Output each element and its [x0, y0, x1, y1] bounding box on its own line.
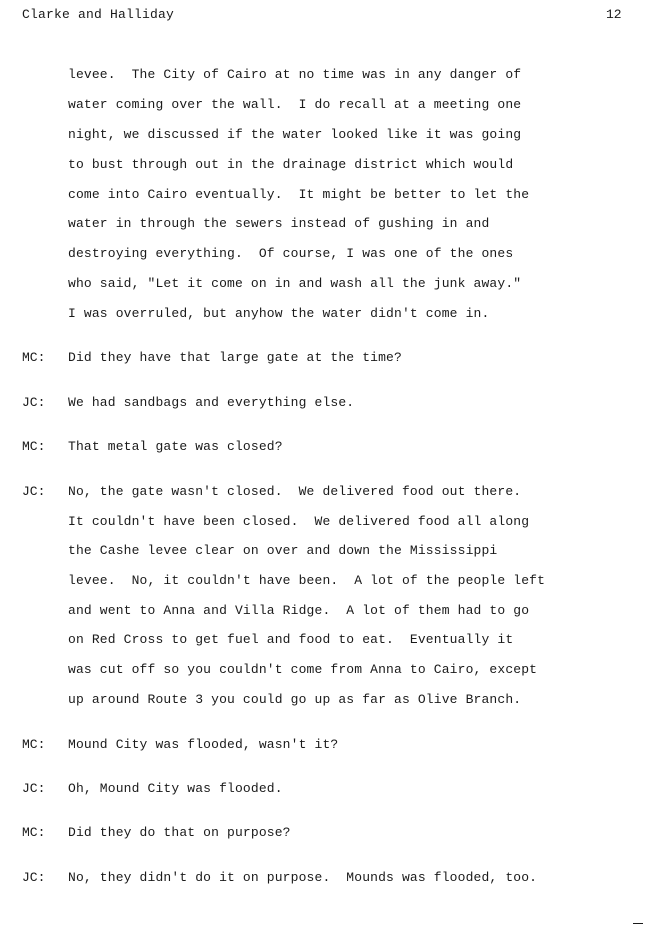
utterance-line: Did they do that on purpose?	[68, 825, 291, 840]
utterance-line: Mound City was flooded, wasn't it?	[68, 737, 339, 752]
paragraph-line: water coming over the wall. I do recall at a meeting one	[68, 97, 522, 112]
utterance-line: Did they have that large gate at the time?	[68, 350, 402, 365]
utterance-line: levee. No, it couldn't have been. A lot of the people left	[68, 573, 546, 588]
utterance-line: and went to Anna and Villa Ridge. A lot of them had to go	[68, 603, 530, 618]
utterance-line: up around Route 3 you could go up as far as Olive Branch.	[68, 692, 522, 707]
speaker-label: JC:	[22, 781, 46, 796]
paragraph-line: to bust through out in the drainage district which would	[68, 157, 514, 172]
paragraph-line: destroying everything. Of course, I was one of the ones	[68, 246, 514, 261]
paragraph-line: I was overruled, but anyhow the water didn't come in.	[68, 306, 490, 321]
utterance-line: No, the gate wasn't closed. We delivered food out there.	[68, 484, 522, 499]
paragraph-line: come into Cairo eventually. It might be better to let the	[68, 187, 530, 202]
utterance-line: We had sandbags and everything else.	[68, 395, 355, 410]
utterance-line: on Red Cross to get fuel and food to eat. Eventually it	[68, 632, 514, 647]
utterance-line: Oh, Mound City was flooded.	[68, 781, 283, 796]
paragraph-line: levee. The City of Cairo at no time was in any danger of	[68, 67, 522, 82]
speaker-label: JC:	[22, 484, 46, 499]
paragraph-line: water in through the sewers instead of gushing in and	[68, 216, 490, 231]
paragraph-line: who said, "Let it come on in and wash all the junk away."	[68, 276, 522, 291]
page-number: 12	[606, 7, 622, 22]
utterance-line: the Cashe levee clear on over and down the Mississippi	[68, 543, 498, 558]
paragraph-line: night, we discussed if the water looked like it was going	[68, 127, 522, 142]
speaker-label: MC:	[22, 350, 46, 365]
header-title: Clarke and Halliday	[22, 7, 175, 22]
page-edge-mark	[633, 923, 643, 924]
utterance-line: No, they didn't do it on purpose. Mounds was flooded, too.	[68, 870, 538, 885]
speaker-label: MC:	[22, 825, 46, 840]
utterance-line: That metal gate was closed?	[68, 439, 283, 454]
utterance-line: It couldn't have been closed. We delivered food all along	[68, 514, 530, 529]
speaker-label: JC:	[22, 395, 46, 410]
speaker-label: MC:	[22, 737, 46, 752]
speaker-label: MC:	[22, 439, 46, 454]
speaker-label: JC:	[22, 870, 46, 885]
utterance-line: was cut off so you couldn't come from Anna to Cairo, except	[68, 662, 538, 677]
